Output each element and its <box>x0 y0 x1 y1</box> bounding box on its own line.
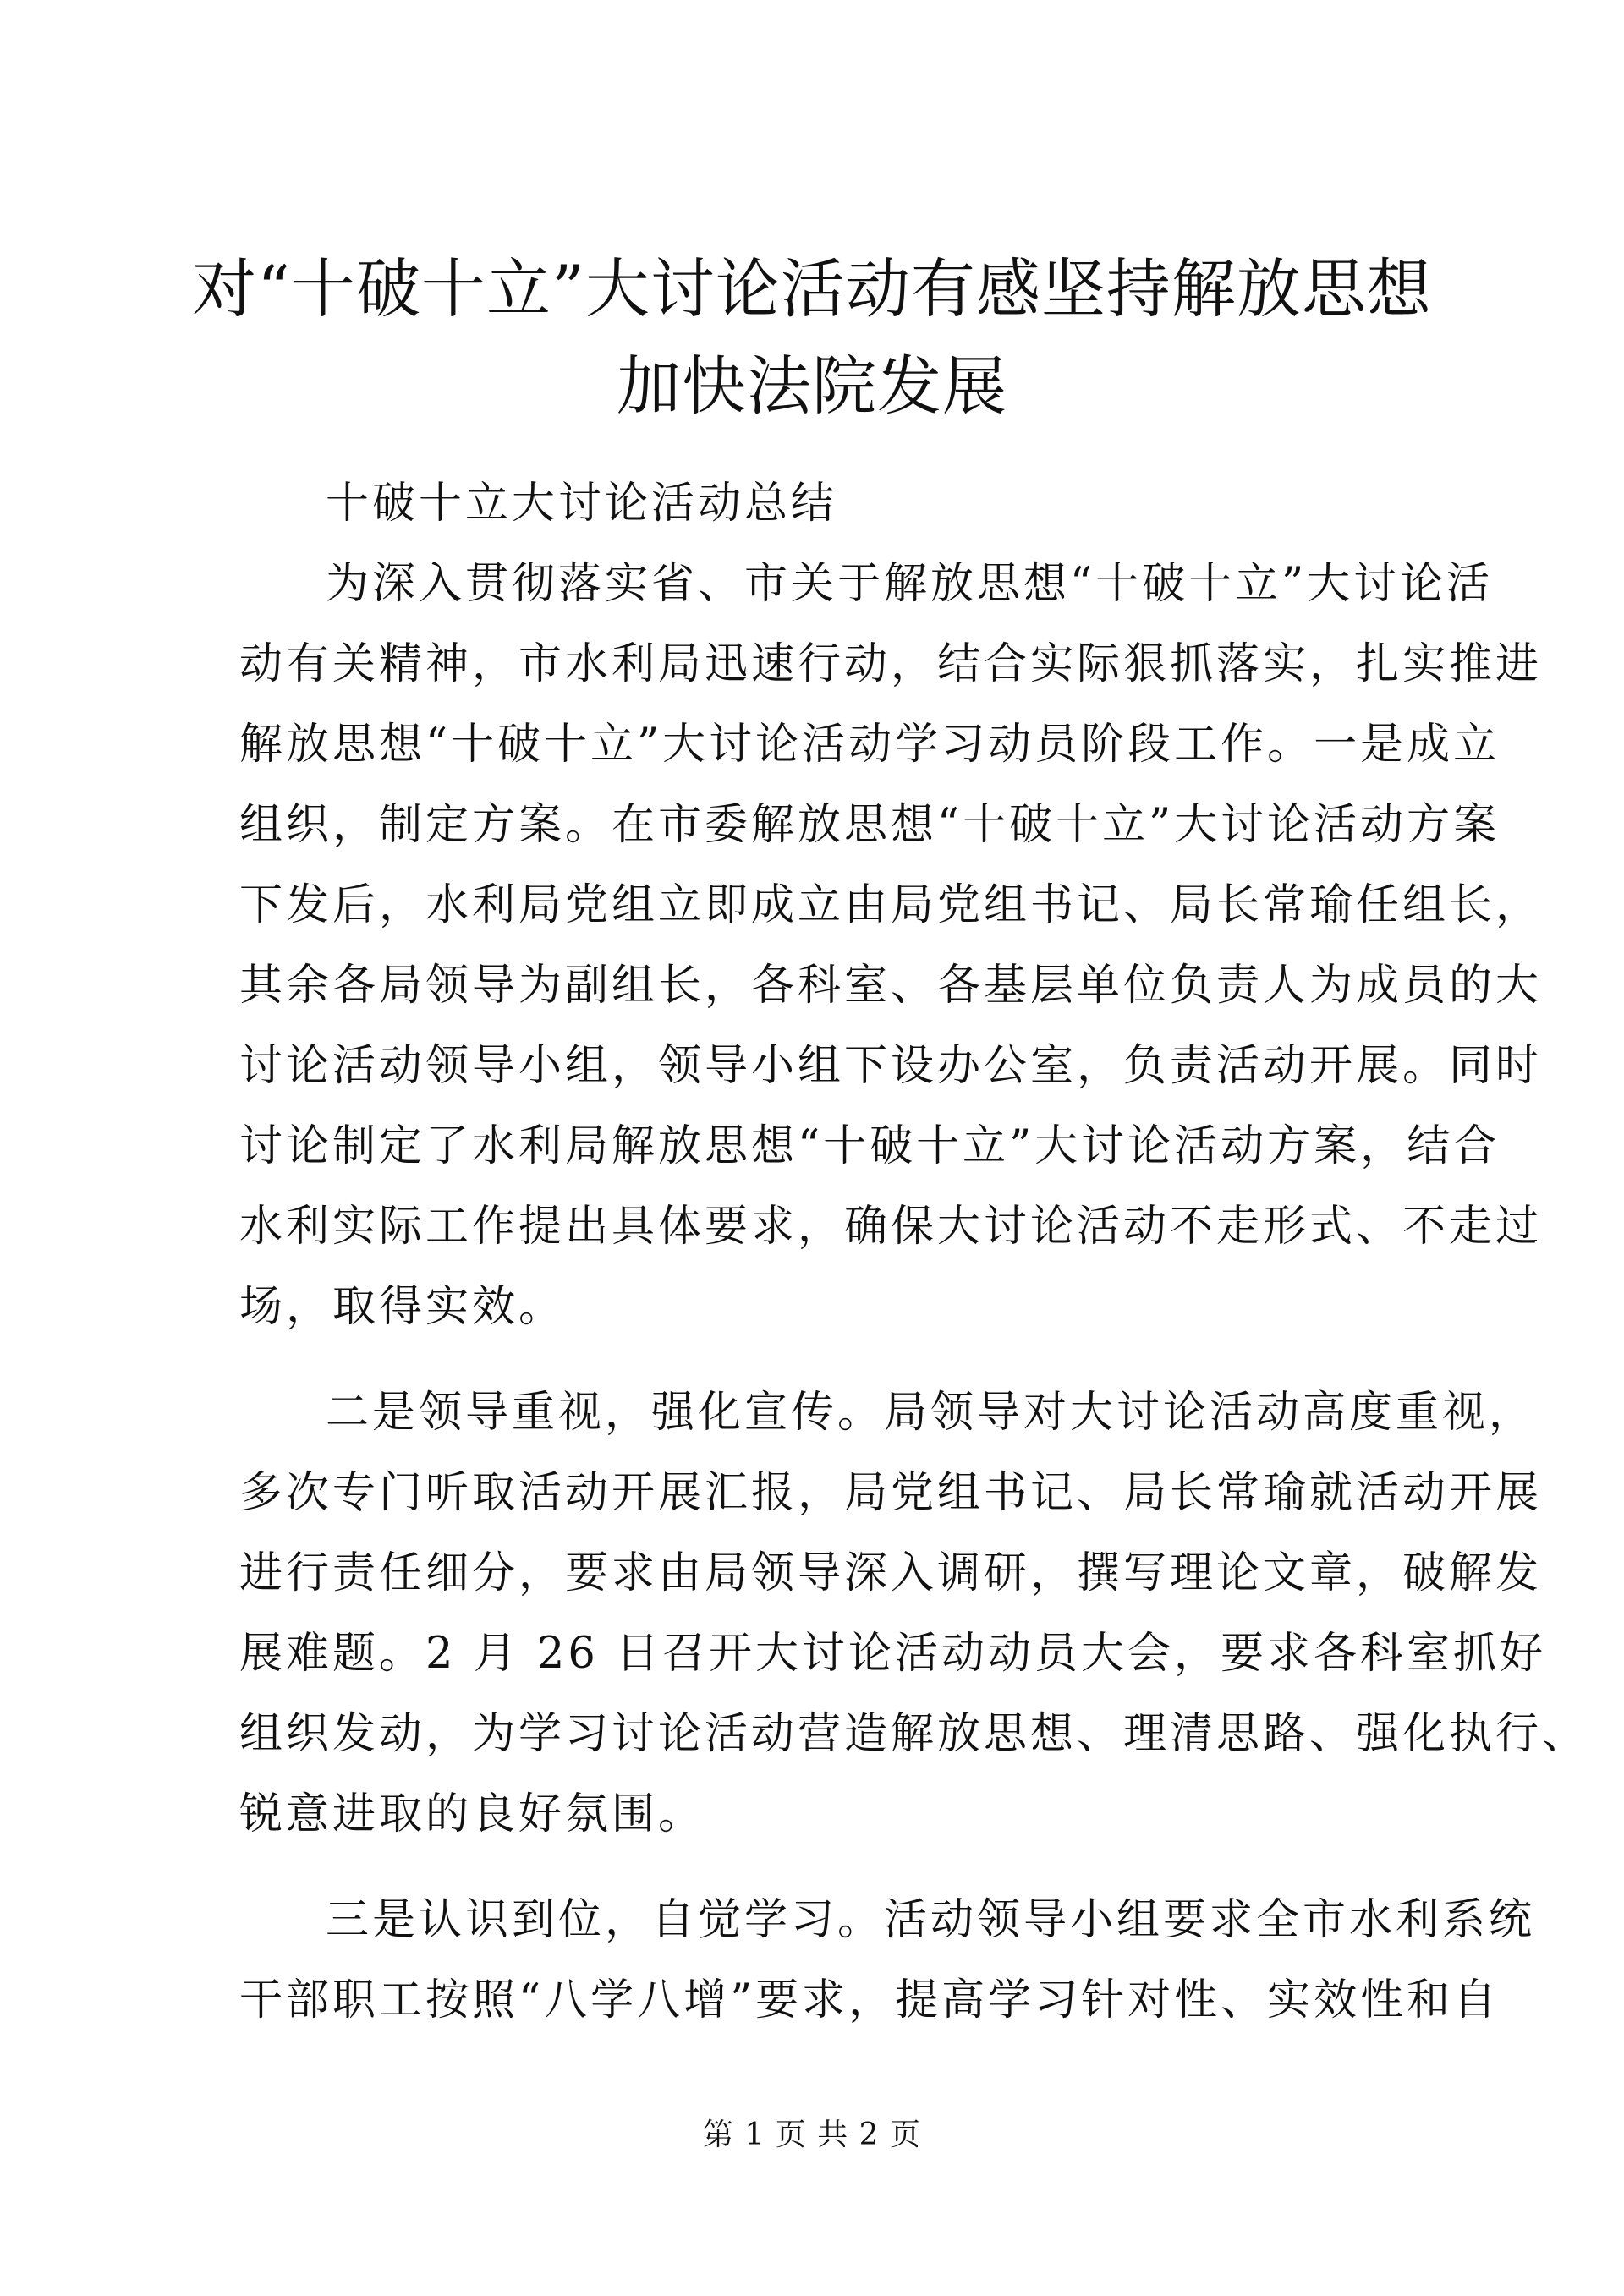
text-line: 进行责任细分，要求由局领导深入调研，撰写理论文章，破解发 <box>239 1548 1543 1598</box>
subtitle: 十破十立大讨论活动总结 <box>326 479 838 529</box>
text-line: 讨论活动领导小组，领导小组下设办公室，负责活动开展。同时 <box>239 1041 1543 1091</box>
text-line: 多次专门听取活动开展汇报，局党组书记、局长常瑜就活动开展 <box>239 1468 1543 1518</box>
text-line: 锐意进取的良好氛围。 <box>239 1789 705 1839</box>
text-line: 三是认识到位，自觉学习。活动领导小组要求全市水利系统 <box>326 1895 1536 1945</box>
text-line: 展难题。2 月 26 日召开大讨论活动动员大会，要求各科室抓好 <box>239 1629 1546 1679</box>
text-line: 组织发动，为学习讨论活动营造解放思想、理清思路、强化执行、 <box>239 1709 1589 1759</box>
text-line: 讨论制定了水利局解放思想“十破十立”大讨论活动方案，结合 <box>239 1121 1501 1171</box>
document-body <box>239 463 1589 2041</box>
text-line: 解放思想“十破十立”大讨论活动学习动员阶段工作。一是成立 <box>239 720 1501 770</box>
document-title-line-2: 加快法院发展 <box>617 348 1007 424</box>
text-line: 为深入贯彻落实省、市关于解放思想“十破十立”大讨论活 <box>326 559 1494 609</box>
paragraph-3 <box>239 1880 1536 2041</box>
text-line: 动有关精神，市水利局迅速行动，结合实际狠抓落实，扎实推进 <box>239 639 1543 689</box>
text-line: 干部职工按照“八学八增”要求，提高学习针对性、实效性和自 <box>239 1975 1501 2025</box>
paragraph-1 <box>239 544 1543 1347</box>
document-title-line-1: 对“十破十立”大讨论活动有感坚持解放思想 <box>192 251 1432 326</box>
text-line: 二是领导重视，强化宣传。局领导对大讨论活动高度重视， <box>326 1388 1536 1438</box>
text-line: 组织，制定方案。在市委解放思想“十破十立”大讨论活动方案 <box>239 800 1501 850</box>
text-line: 场，取得实效。 <box>239 1282 566 1332</box>
text-line: 下发后，水利局党组立即成立由局党组书记、局长常瑜任组长， <box>239 880 1543 930</box>
paragraph-2 <box>239 1373 1589 1855</box>
text-line: 水利实际工作提出具体要求，确保大讨论活动不走形式、不走过 <box>239 1202 1543 1252</box>
page-footer: 第 1 页 共 2 页 <box>702 2118 922 2152</box>
text-line: 其余各局领导为副组长，各科室、各基层单位负责人为成员的大 <box>239 961 1543 1011</box>
